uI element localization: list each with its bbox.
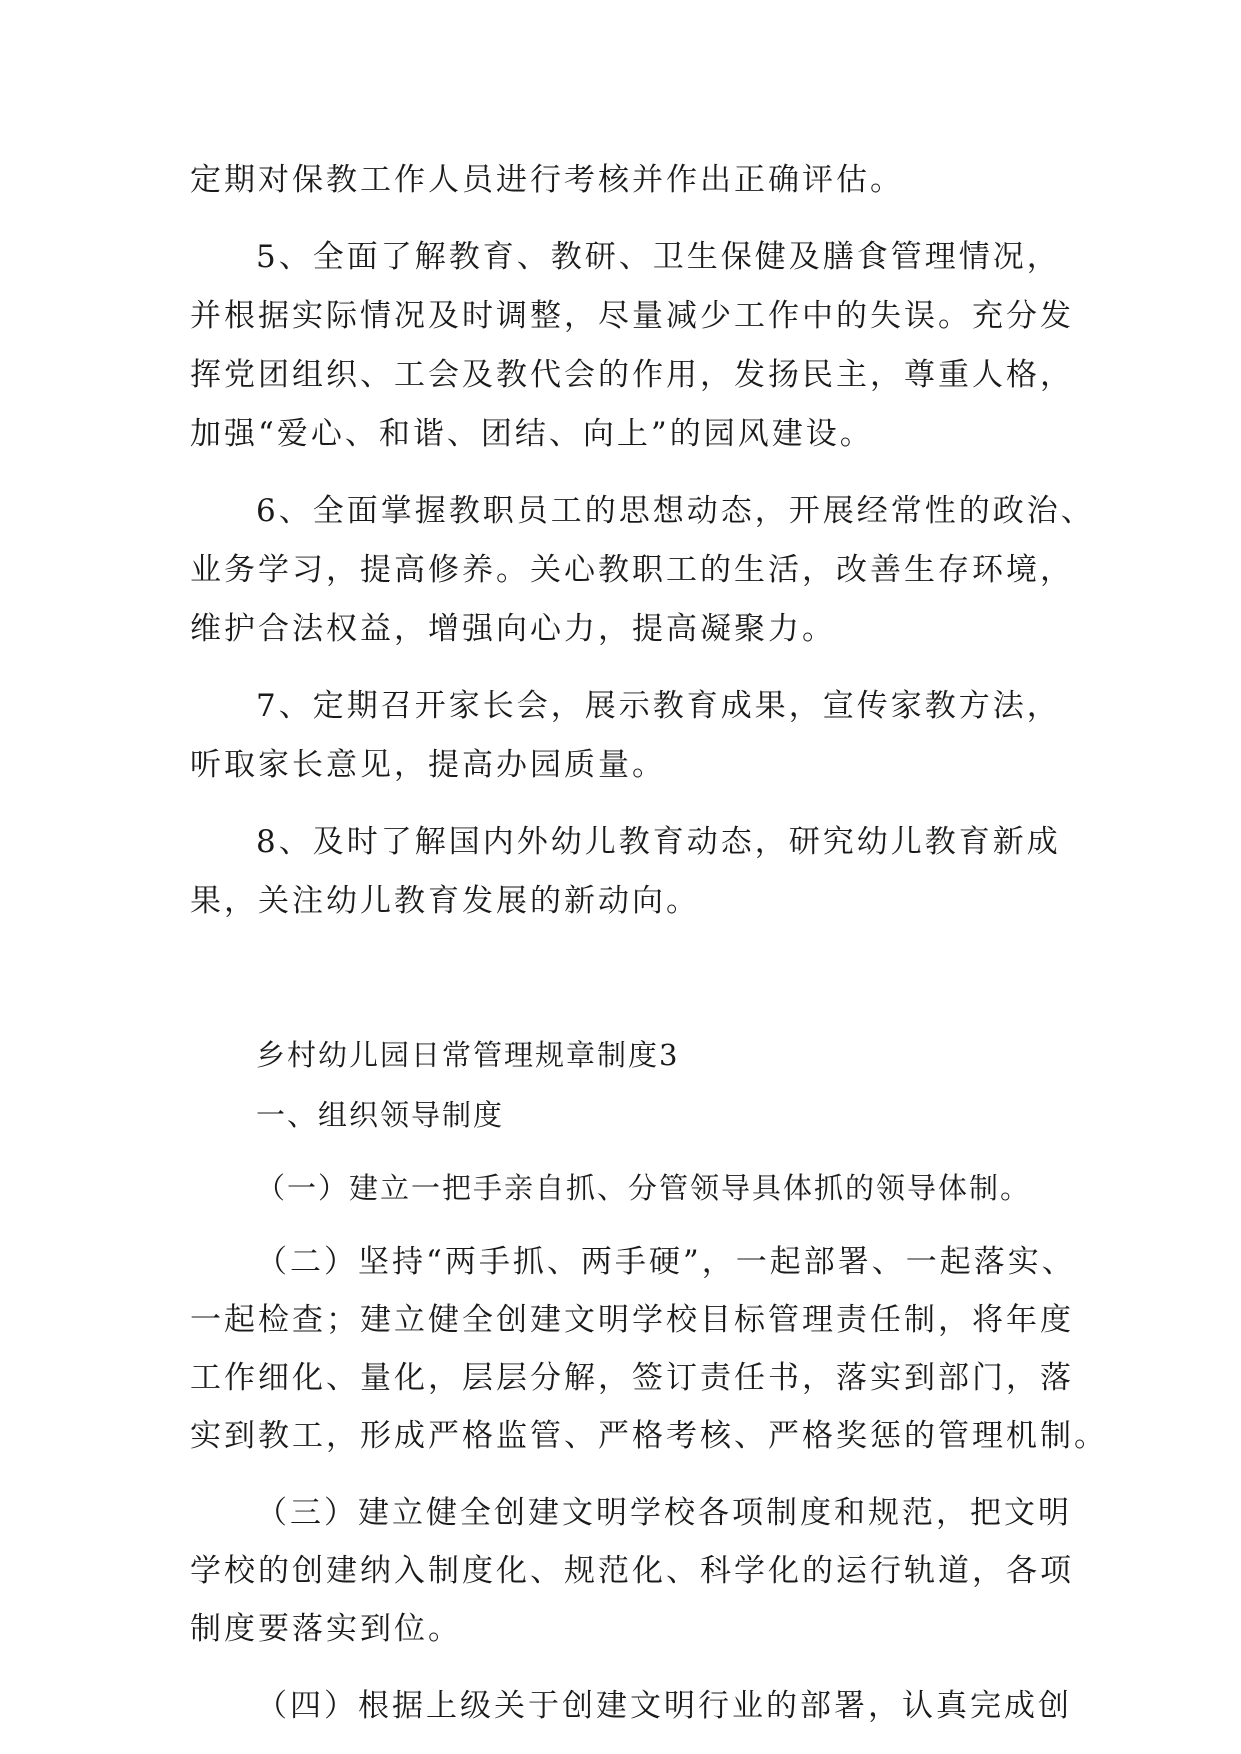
text-line: 工作细化、量化，层层分解，签订责任书，落实到部门，落 [190, 1360, 1074, 1396]
text-line: 定期对保教工作人员进行考核并作出正确评估。 [190, 162, 904, 198]
text-line: 并根据实际情况及时调整，尽量减少工作中的失误。充分发 [190, 298, 1074, 334]
text-line: 一起检查；建立健全创建文明学校目标管理责任制，将年度 [190, 1302, 1074, 1338]
text-line: 加强“爱心、和谐、团结、向上”的园风建设。 [190, 416, 874, 452]
text-line: 5、全面了解教育、教研、卫生保健及膳食管理情况， [256, 239, 1061, 275]
section-heading: 一、组织领导制度 [256, 1098, 505, 1132]
text-line: 6、全面掌握教职员工的思想动态，开展经常性的政治、 [256, 493, 1095, 529]
text-line: （一）建立一把手亲自抓、分管领导具体抓的领导体制。 [256, 1171, 1032, 1205]
text-line: 维护合法权益，增强向心力，提高凝聚力。 [190, 611, 836, 647]
text-line: 学校的创建纳入制度化、规范化、科学化的运行轨道，各项 [190, 1553, 1074, 1589]
text-line: （二）坚持“两手抓、两手硬”，一起部署、一起落实、 [256, 1244, 1076, 1280]
text-line: 8、及时了解国内外幼儿教育动态，研究幼儿教育新成 [256, 824, 1061, 860]
text-line: （三）建立健全创建文明学校各项制度和规范，把文明 [256, 1495, 1072, 1531]
text-line: 果，关注幼儿教育发展的新动向。 [190, 883, 700, 919]
text-line: 实到教工，形成严格监管、严格考核、严格奖惩的管理机制。 [190, 1418, 1108, 1454]
text-line: 听取家长意见，提高办园质量。 [190, 747, 666, 783]
text-line: （四）根据上级关于创建文明行业的部署，认真完成创 [256, 1688, 1072, 1724]
text-line: 7、定期召开家长会，展示教育成果，宣传家教方法， [256, 688, 1061, 724]
text-line: 挥党团组织、工会及教代会的作用，发扬民主，尊重人格， [190, 357, 1074, 393]
text-line: 制度要落实到位。 [190, 1611, 462, 1647]
text-line: 业务学习，提高修养。关心教职工的生活，改善生存环境， [190, 552, 1074, 588]
section-title: 乡村幼儿园日常管理规章制度3 [256, 1038, 680, 1072]
